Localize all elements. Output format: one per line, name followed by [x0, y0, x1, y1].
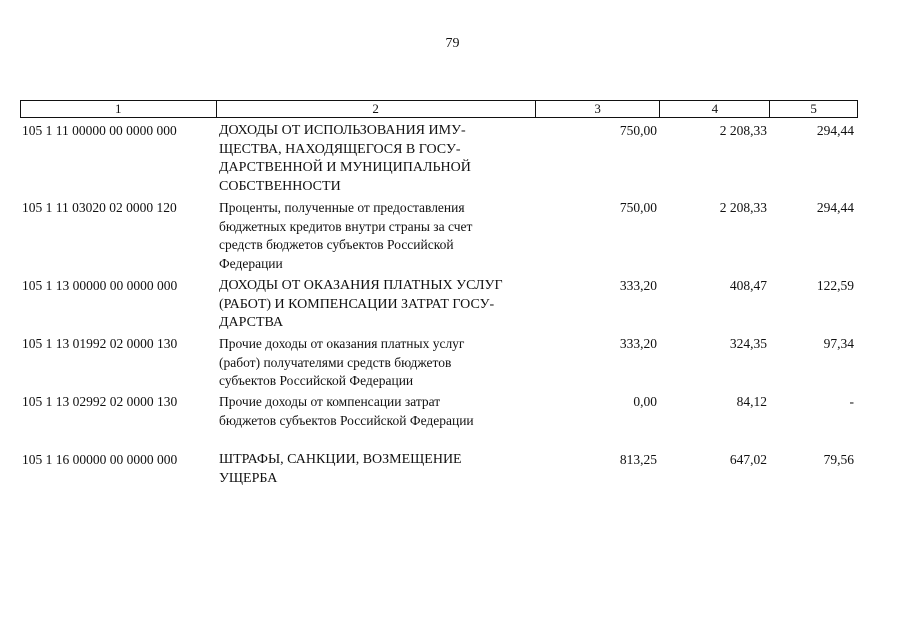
value-col-4: 647,02 [729, 452, 767, 467]
revenue-name: ДОХОДЫ ОТ ОКАЗАНИЯ ПЛАТНЫХ УСЛУГ (РАБОТ) И КОМПЕНСАЦИИ ЗАТРАТ ГОСУ- ДАРСТВА [219, 278, 503, 330]
revenue-name: ДОХОДЫ ОТ ИСПОЛЬЗОВАНИЯ ИМУ- ЩЕСТВА, НАХОДЯЩЕГОСЯ В ГОСУ- ДАРСТВЕННОЙ И МУНИЦИПАЛЬНОЙ СОБСТВЕННОСТИ [219, 123, 471, 194]
table-row [20, 199, 858, 273]
budget-code: 105 1 16 00000 00 0000 000 [22, 452, 178, 467]
value-col-3: 750,00 [619, 200, 657, 215]
value-col-5: 122,59 [816, 278, 854, 293]
value-col-4: 324,35 [729, 336, 767, 351]
header-col-5: 5 [810, 101, 817, 116]
value-col-3: 0,00 [633, 394, 657, 409]
table-row [20, 393, 858, 430]
revenue-name: Прочие доходы от компенсации затрат бюджетов субъектов Российской Федерации [219, 394, 474, 428]
value-col-4: 408,47 [729, 278, 767, 293]
value-col-3: 333,20 [619, 336, 657, 351]
revenue-name: ШТРАФЫ, САНКЦИИ, ВОЗМЕЩЕНИЕ УЩЕРБА [219, 452, 462, 486]
table-row [20, 122, 858, 196]
page-number: 79 [445, 36, 460, 51]
budget-code: 105 1 13 02992 02 0000 130 [22, 394, 178, 409]
revenue-name: Прочие доходы от оказания платных услуг (работ) получателями средств бюджетов субъектов Российской Федерации [219, 336, 465, 388]
table-row [20, 277, 858, 333]
budget-code: 105 1 11 00000 00 0000 000 [22, 123, 177, 138]
value-col-3: 813,25 [619, 452, 657, 467]
value-col-5: 79,56 [823, 452, 854, 467]
budget-code: 105 1 13 01992 02 0000 130 [22, 336, 178, 351]
value-col-5: - [849, 394, 854, 409]
budget-code: 105 1 11 03020 02 0000 120 [22, 200, 177, 215]
value-col-5: 294,44 [816, 200, 854, 215]
revenue-name: Проценты, полученные от предоставления бюджетных кредитов внутри страны за счет средств бюджетов субъектов Российской Федерации [219, 200, 473, 271]
value-col-4: 2 208,33 [719, 123, 767, 138]
revenue-table [20, 100, 858, 486]
header-col-1: 1 [21, 101, 217, 117]
value-col-5: 97,34 [823, 336, 854, 351]
header-col-2: 2 [217, 101, 536, 117]
value-col-4: 2 208,33 [719, 200, 767, 215]
value-col-3: 333,20 [619, 278, 657, 293]
value-col-3: 750,00 [619, 123, 657, 138]
table-row [20, 451, 858, 488]
value-col-4: 84,12 [736, 394, 767, 409]
table-header-row [20, 100, 858, 118]
table-row [20, 335, 858, 391]
value-col-5: 294,44 [816, 123, 854, 138]
budget-code: 105 1 13 00000 00 0000 000 [22, 278, 178, 293]
header-col-4: 4 [660, 101, 770, 117]
header-col-3: 3 [536, 101, 661, 117]
